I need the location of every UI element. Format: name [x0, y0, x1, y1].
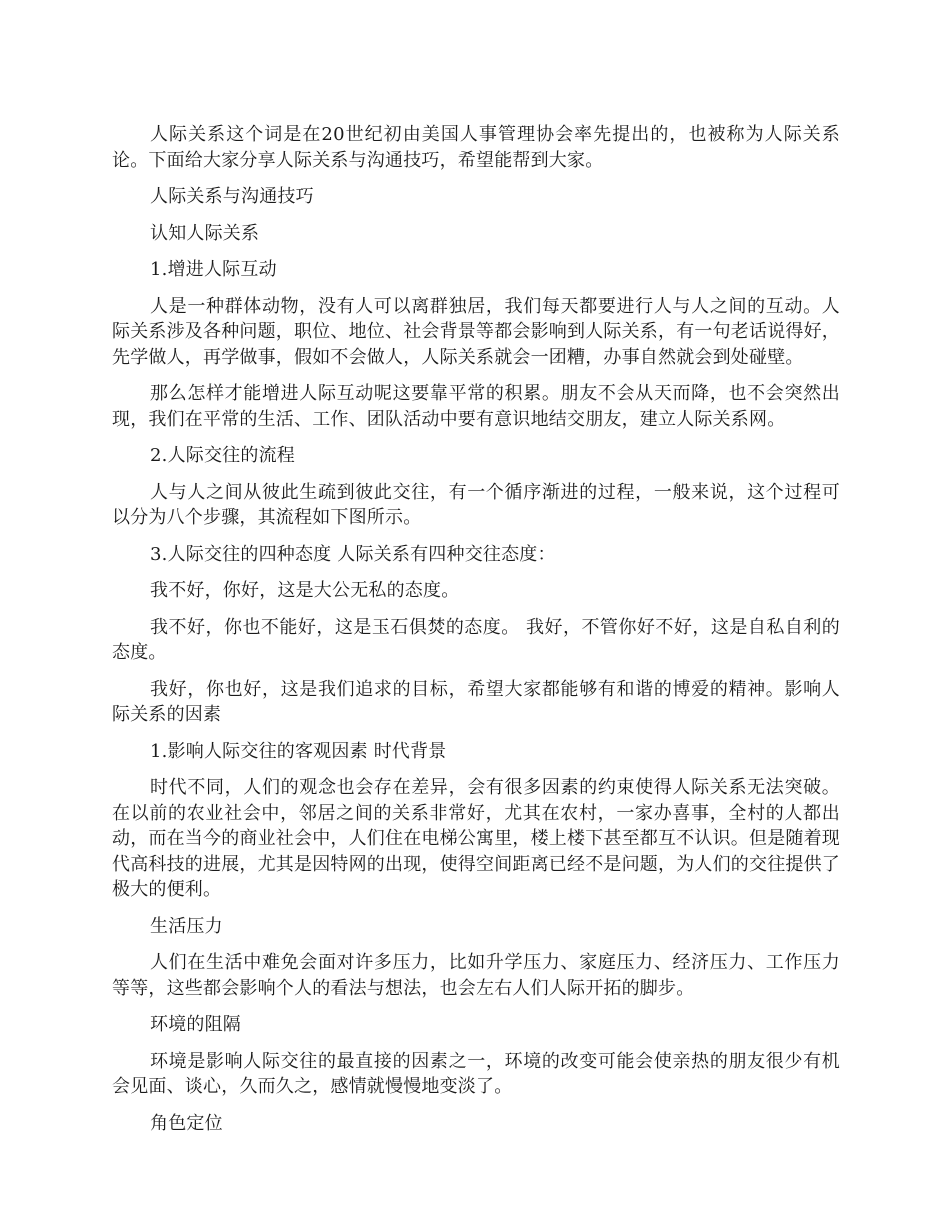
body-paragraph: 人们在生活中难免会面对许多压力，比如升学压力、家庭压力、经济压力、工作压力等等，这些都会影响个人的看法与想法，也会左右人们人际开拓的脚步。	[112, 952, 840, 999]
body-paragraph: 时代不同，人们的观念也会存在差异，会有很多因素的约束使得人际关系无法突破。在以前的农业社会中，邻居之间的关系非常好，尤其在农村，一家办喜事，全村的人都出动，而在当今的商业社会中，人们住在电梯公寓里，楼上楼下甚至都互不认识。但是随着现代高科技的进展，尤其是因特网的出现，使得空间距离已经不是问题，为人们的交往提供了极大的便利。	[112, 777, 840, 900]
intro-paragraph: 人际关系这个词是在20世纪初由美国人事管理协会率先提出的，也被称为人际关系论。下面给大家分享人际关系与沟通技巧，希望能帮到大家。	[112, 124, 840, 171]
subsection-heading-process: 2.人际交往的流程	[150, 445, 295, 466]
subsection-heading-role: 角色定位	[150, 1112, 223, 1134]
body-paragraph: 那么怎样才能增进人际互动呢这要靠平常的积累。朋友不会从天而降，也不会突然出现，我们在平常的生活、工作、团队活动中要有意识地结交朋友，建立人际关系网。	[112, 383, 840, 430]
body-paragraph: 环境是影响人际交往的最直接的因素之一，环境的改变可能会使亲热的朋友很少有机会见面、谈心，久而久之，感情就慢慢地变淡了。	[112, 1050, 840, 1097]
body-paragraph: 我不好，你好，这是大公无私的态度。	[150, 580, 460, 601]
title-heading: 人际关系与沟通技巧	[150, 186, 314, 207]
body-paragraph: 人是一种群体动物，没有人可以离群独居，我们每天都要进行人与人之间的互动。人际关系涉及各种问题，职位、地位、社会背景等都会影响到人际关系，有一句老话说得好，先学做人，再学做事，假如不会做人，人际关系就会一团糟，办事自然就会到处碰壁。	[112, 295, 840, 368]
body-paragraph: 人与人之间从彼此生疏到彼此交往，有一个循序渐进的过程，一般来说，这个过程可以分为八个步骤，其流程如下图所示。	[112, 481, 840, 528]
body-paragraph: 我好，你也好，这是我们追求的目标，希望大家都能够有和谐的博爱的精神。影响人际关系的因素	[112, 678, 840, 725]
subsection-heading-interaction: 1.增进人际互动	[150, 259, 277, 280]
body-paragraph: 我不好，你也不能好，这是玉石俱焚的态度。 我好，不管你好不好，这是自私自利的态度。	[112, 616, 840, 663]
subsection-heading-life-pressure: 生活压力	[150, 915, 223, 937]
subsection-heading-attitudes: 3.人际交往的四种态度 人际关系有四种交往态度：	[150, 543, 556, 565]
document-page	[112, 122, 840, 1147]
subsection-heading-environment: 环境的阻隔	[150, 1014, 241, 1035]
section-heading-cognition: 认知人际关系	[150, 222, 260, 244]
subsection-heading-objective-factors: 1.影响人际交往的客观因素 时代背景	[150, 740, 447, 762]
